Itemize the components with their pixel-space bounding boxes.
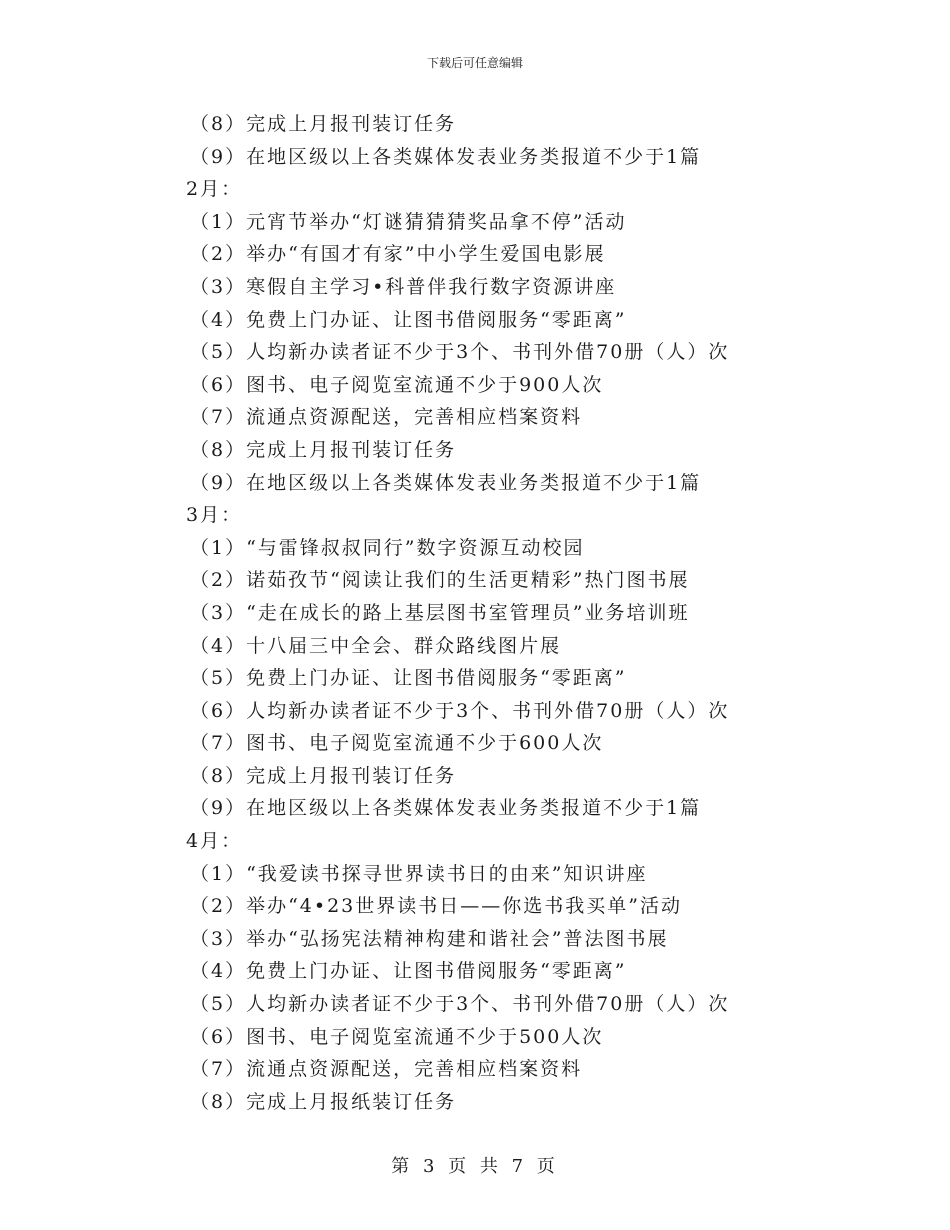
month-heading: 3月： (186, 504, 243, 527)
list-item: （8）完成上月报刊装订任务 (190, 113, 457, 135)
footer-suffix: 页 (536, 1156, 559, 1177)
page-footer (0, 1152, 950, 1178)
list-item: （6）人均新办读者证不少于3个、书刊外借70册（人）次 (190, 699, 730, 722)
month-heading: 4月： (186, 830, 243, 853)
list-item: （5）人均新办读者证不少于3个、书刊外借70册（人）次 (190, 993, 730, 1016)
list-item: （7）图书、电子阅览室流通不少于600人次 (190, 732, 604, 755)
list-item: （4）免费上门办证、让图书借阅服务“零距离” (190, 308, 627, 331)
footer-total-pages: 7 (511, 1156, 528, 1177)
header-note: 下载后可任意编辑 (426, 56, 523, 70)
footer-mid: 页 共 (448, 1156, 502, 1177)
list-item: （6）图书、电子阅览室流通不少于900人次 (190, 373, 604, 396)
list-item: （4）免费上门办证、让图书借阅服务“零距离” (190, 960, 627, 983)
month-heading: 2月： (186, 178, 243, 201)
list-item: （1）“与雷锋叔叔同行”数字资源互动校园 (190, 536, 585, 559)
list-item: （2）诺茹孜节“阅读让我们的生活更精彩”热门图书展 (190, 569, 690, 592)
footer-current-page: 3 (422, 1156, 439, 1177)
list-item: （5）人均新办读者证不少于3个、书刊外借70册（人）次 (190, 341, 730, 364)
list-item: （9）在地区级以上各类媒体发表业务类报道不少于1篇 (190, 471, 702, 494)
footer-prefix: 第 (391, 1156, 414, 1177)
list-item: （8）完成上月报纸装订任务 (190, 1090, 457, 1113)
list-item: （2）举办“有国才有家”中小学生爱国电影展 (190, 243, 606, 266)
list-item: （1）“我爱读书探寻世界读书日的由来”知识讲座 (190, 862, 648, 885)
document-body (0, 108, 950, 1118)
list-item: （7）流通点资源配送，完善相应档案资料 (190, 1058, 583, 1081)
list-item: （8）完成上月报刊装订任务 (190, 438, 457, 461)
list-item: （9）在地区级以上各类媒体发表业务类报道不少于1篇 (190, 797, 702, 820)
list-item: （7）流通点资源配送，完善相应档案资料 (190, 406, 583, 429)
list-item: （3）举办“弘扬宪法精神构建和谐社会”普法图书展 (190, 927, 669, 950)
list-item: （2）举办“4•23世界读书日——你选书我买单”活动 (190, 895, 682, 918)
list-item: （4）十八届三中全会、群众路线图片展 (190, 634, 562, 657)
list-item: （6）图书、电子阅览室流通不少于500人次 (190, 1025, 604, 1048)
list-item: （5）免费上门办证、让图书借阅服务“零距离” (190, 667, 627, 690)
list-item: （9）在地区级以上各类媒体发表业务类报道不少于1篇 (190, 145, 702, 168)
list-item: （3）“走在成长的路上基层图书室管理员”业务培训班 (190, 601, 690, 624)
list-item: （8）完成上月报刊装订任务 (190, 764, 457, 787)
list-item: （1）元宵节举办“灯谜猜猜猜奖品拿不停”活动 (190, 210, 627, 233)
list-item: （3）寒假自主学习•科普伴我行数字资源讲座 (190, 275, 617, 298)
